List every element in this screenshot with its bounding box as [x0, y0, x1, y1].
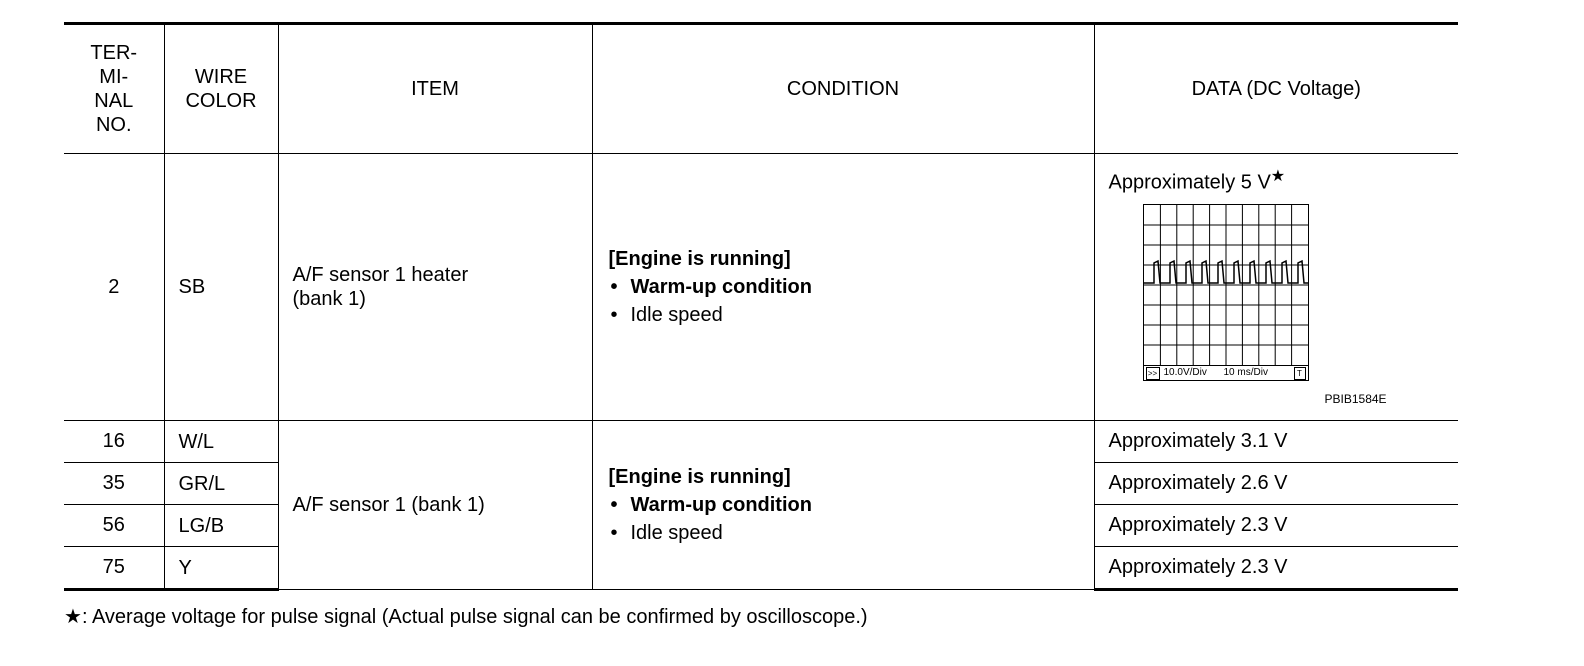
header-item: ITEM: [278, 24, 592, 154]
data-value: Approximately 2.3 V: [1094, 505, 1458, 547]
item-line: (bank 1): [292, 288, 366, 310]
terminal-spec-table: [64, 22, 1458, 591]
wire-color: LG/B: [164, 505, 278, 547]
terminal-number: 2: [64, 154, 164, 421]
item-line: A/F sensor 1 heater: [292, 264, 469, 286]
header-terminal-line: NAL: [94, 90, 134, 112]
footnote: [64, 604, 868, 629]
header-terminal-line: NO.: [95, 114, 132, 136]
oscilloscope-waveform: [1144, 205, 1308, 365]
header-row: [64, 24, 1458, 154]
condition-cell: [592, 154, 1094, 421]
data-value-text: Approximately 5 V: [1108, 171, 1271, 194]
data-cell: [1094, 154, 1458, 421]
wire-color: W/L: [164, 421, 278, 463]
star-icon: ★: [1270, 168, 1286, 185]
condition-bullet: • Idle speed: [609, 519, 1094, 547]
header-wire-line: WIRE: [194, 66, 248, 88]
header-terminal-line: TER-: [90, 42, 138, 64]
data-value: Approximately 3.1 V: [1094, 421, 1458, 463]
oscilloscope-figure: [1143, 204, 1309, 381]
scope-trigger-icon: T: [1294, 367, 1306, 380]
condition-bullet: • Warm-up condition: [609, 273, 1094, 301]
star-icon: ★: [64, 606, 82, 628]
condition-bullet: • Warm-up condition: [609, 491, 1094, 519]
header-terminal-line: MI-: [99, 66, 129, 88]
condition-cell: [592, 421, 1094, 590]
condition-list: [609, 491, 1094, 547]
item-cell: [278, 154, 592, 421]
table-row: [64, 421, 1458, 463]
terminal-number: 56: [64, 505, 164, 547]
wire-color: GR/L: [164, 463, 278, 505]
header-wire-line: COLOR: [185, 90, 257, 112]
scope-volt-div: 10.0V/Div: [1163, 367, 1207, 378]
terminal-spec-table-wrapper: [64, 22, 1458, 591]
data-value: [1109, 166, 1459, 195]
condition-list: [609, 273, 1094, 329]
condition-title: [Engine is running]: [608, 466, 791, 488]
data-value: Approximately 2.6 V: [1094, 463, 1458, 505]
scope-forward-icon: >>: [1146, 367, 1160, 380]
item-cell: A/F sensor 1 (bank 1): [278, 421, 592, 590]
terminal-number: 75: [64, 547, 164, 590]
header-wire-color: [164, 24, 278, 154]
figure-id: PBIB1584E: [1324, 392, 1387, 406]
header-terminal-no: [64, 24, 164, 154]
wire-color: SB: [164, 154, 278, 421]
table-row: [64, 154, 1458, 421]
condition-title: [Engine is running]: [608, 248, 791, 270]
scope-time-div: 10 ms/Div: [1223, 367, 1268, 378]
header-condition: CONDITION: [592, 24, 1094, 154]
terminal-number: 16: [64, 421, 164, 463]
data-value: Approximately 2.3 V: [1094, 547, 1458, 590]
oscilloscope-footer: [1144, 365, 1308, 380]
wire-color: Y: [164, 547, 278, 590]
footnote-text: : Average voltage for pulse signal (Actual pulse signal can be confirmed by oscilloscope.): [81, 606, 868, 628]
terminal-number: 35: [64, 463, 164, 505]
header-data: DATA (DC Voltage): [1094, 24, 1458, 154]
condition-bullet: • Idle speed: [609, 301, 1094, 329]
